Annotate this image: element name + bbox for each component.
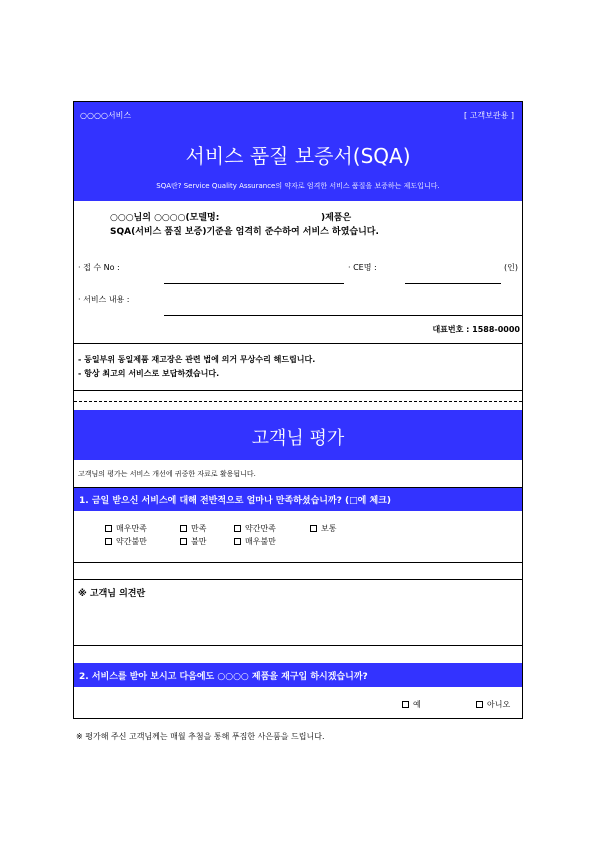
cut-line — [74, 401, 522, 402]
checkbox[interactable] — [476, 701, 483, 708]
checkbox[interactable] — [402, 701, 409, 708]
question1-bar — [74, 488, 522, 511]
q1-option[interactable]: 만족 — [180, 523, 206, 534]
certificate-line2: SQA(서비스 품질 보증)기준을 엄격히 준수하여 서비스 하였습니다. — [110, 227, 379, 237]
divider — [74, 343, 522, 344]
certificate-line1-suffix: )제품은 — [321, 213, 352, 223]
checkbox[interactable] — [180, 525, 187, 532]
page-title: 서비스 품질 보증서(SQA) — [185, 144, 411, 168]
q1-option[interactable]: 매우만족 — [105, 523, 147, 534]
opinion-field[interactable] — [74, 602, 522, 644]
checkbox[interactable] — [105, 525, 112, 532]
divider — [74, 579, 522, 580]
q1-option[interactable]: 약간불만 — [105, 536, 147, 547]
divider — [74, 645, 522, 646]
divider — [74, 562, 522, 563]
divider — [74, 390, 522, 391]
ce-name-label: · CE명 : — [348, 263, 377, 272]
evaluation-banner — [74, 410, 522, 460]
receipt-no-label: · 접 수 No : — [78, 263, 120, 272]
opinion-label: ※ 고객님 의견란 — [78, 589, 146, 599]
seal-label: (인) — [504, 263, 518, 272]
q2-yes-option[interactable]: 예 — [402, 699, 421, 710]
checkbox[interactable] — [105, 538, 112, 545]
receipt-no-field[interactable] — [164, 283, 344, 284]
note-line: - 항상 최고의 서비스로 보답하겠습니다. — [78, 369, 220, 378]
checkbox[interactable] — [180, 538, 187, 545]
phone-number: 대표번호 : 1588-0000 — [432, 325, 520, 334]
service-content-field[interactable] — [164, 315, 522, 316]
copy-label: [ 고객보관용 ] — [464, 111, 514, 120]
evaluation-intro: 고객님의 평가는 서비스 개선에 귀중한 자료로 활용됩니다. — [78, 470, 256, 478]
company-name: ○○○○서비스 — [80, 111, 132, 120]
service-content-label: · 서비스 내용 : — [78, 295, 130, 304]
q1-option[interactable]: 불만 — [180, 536, 206, 547]
question2-text: 2. 서비스를 받아 보시고 다음에도 ○○○○ 제품을 재구입 하시겠습니까? — [79, 672, 368, 682]
ce-name-field[interactable] — [405, 283, 501, 284]
q2-no-option[interactable]: 아니오 — [476, 699, 510, 710]
checkbox[interactable] — [234, 538, 241, 545]
certificate-line1-prefix: ○○○님의 ○○○○(모델명: — [110, 213, 220, 223]
certificate-form — [73, 101, 523, 719]
page-subtitle: SQA란? Service Quality Assurance의 약자로 엄격한 서비스 품질을 보증하는 제도입니다. — [156, 182, 440, 190]
q1-option[interactable]: 약간만족 — [234, 523, 276, 534]
q1-option[interactable]: 매우불만 — [234, 536, 276, 547]
checkbox[interactable] — [310, 525, 317, 532]
evaluation-title: 고객님 평가 — [251, 428, 345, 449]
header-banner — [74, 102, 522, 201]
question2-bar — [74, 663, 522, 687]
checkbox[interactable] — [234, 525, 241, 532]
q1-option[interactable]: 보통 — [310, 523, 336, 534]
footer-note: ※ 평가해 주신 고객님께는 매월 추첨을 통해 푸짐한 사은품을 드립니다. — [76, 732, 325, 741]
note-line: - 동일부위 동일제품 재고장은 관련 법에 의거 무상수리 해드립니다. — [78, 355, 316, 364]
question1-text: 1. 금일 받으신 서비스에 대해 전반적으로 얼마나 만족하셨습니까? (□에 체크) — [79, 496, 391, 506]
